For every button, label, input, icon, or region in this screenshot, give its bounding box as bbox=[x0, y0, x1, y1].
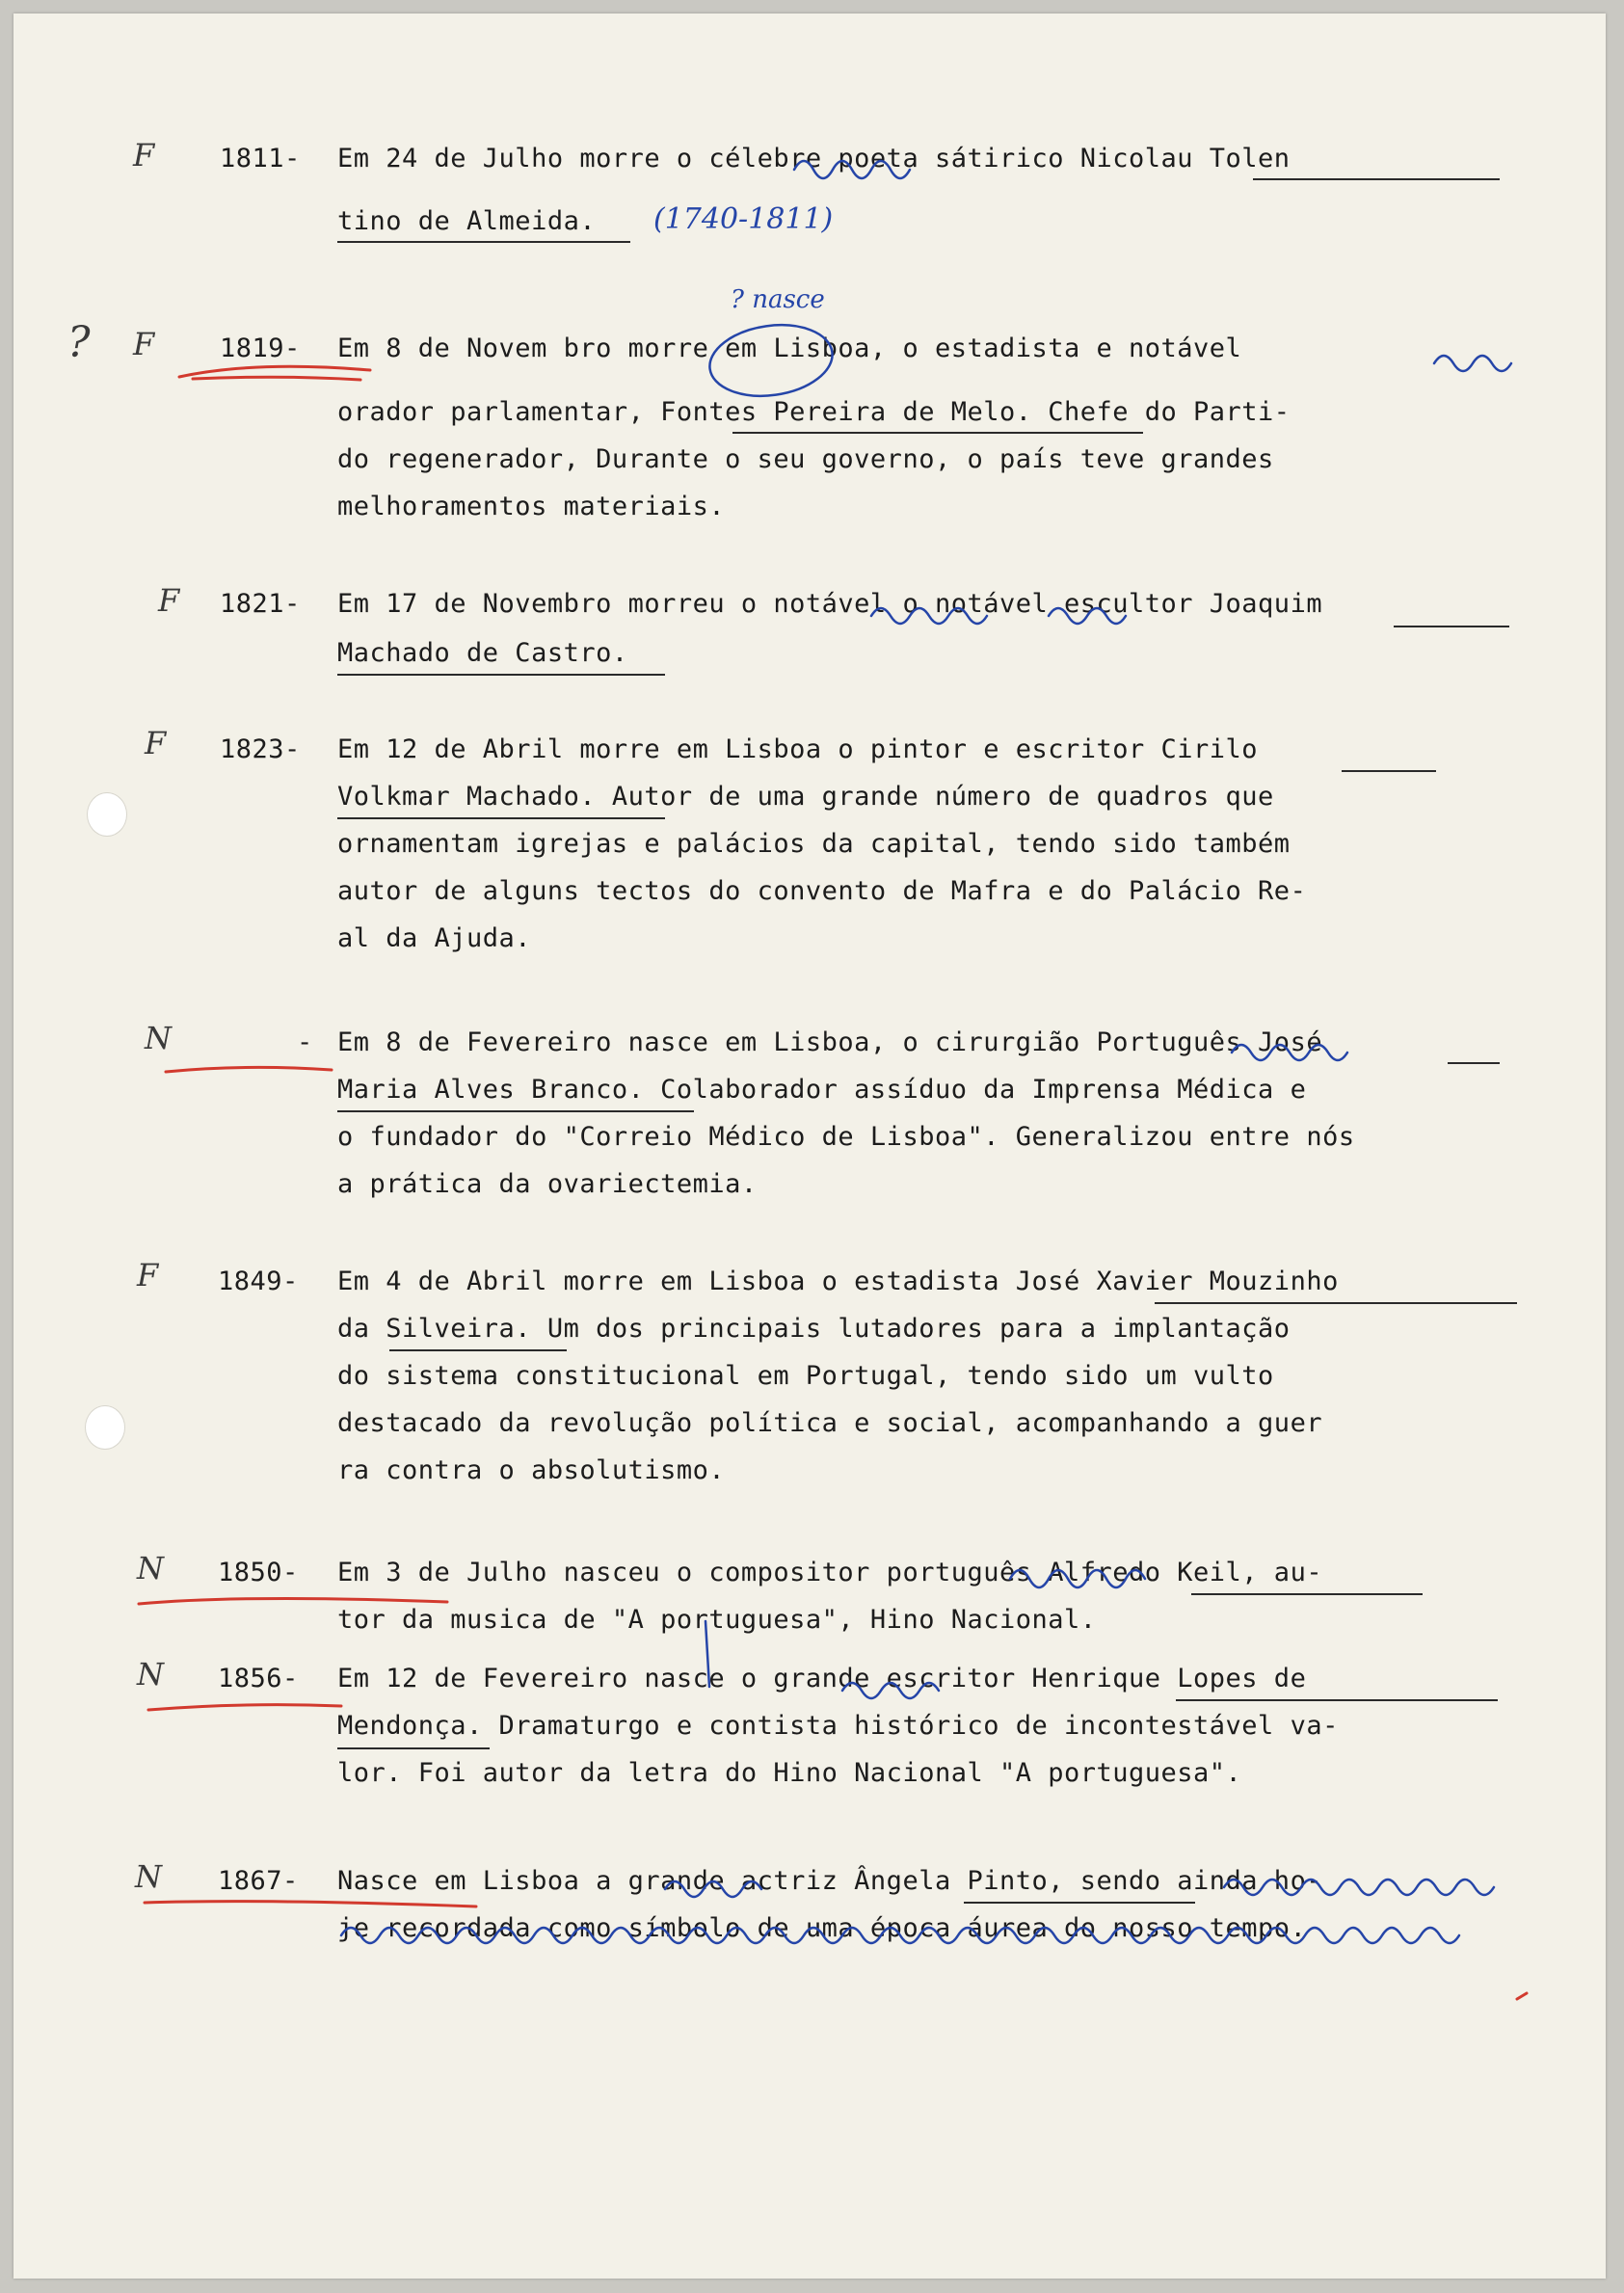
entry-line: o fundador do "Correio Médico de Lisboa". Generalizou entre nós bbox=[337, 1122, 1355, 1152]
entry-line: Em 8 de Novem bro morre em Lisboa, o estadista e notável bbox=[337, 333, 1242, 363]
handwritten-note: ? nasce bbox=[731, 285, 825, 314]
entry-line: a prática da ovariectemia. bbox=[337, 1169, 758, 1199]
entry-line: lor. Foi autor da letra do Hino Nacional "A portuguesa". bbox=[337, 1758, 1242, 1788]
margin-mark: F bbox=[133, 137, 155, 173]
margin-mark: N bbox=[137, 1550, 164, 1586]
entry-year: - bbox=[297, 1027, 313, 1057]
entry-line: do regenerador, Durante o seu governo, o país teve grandes bbox=[337, 444, 1274, 474]
entry-line: da Silveira. Um dos principais lutadores para a implantação bbox=[337, 1314, 1291, 1344]
blue-scribbles bbox=[341, 161, 1511, 1943]
red-marks bbox=[139, 366, 1527, 1999]
entry-year: 1821- bbox=[220, 589, 301, 619]
margin-mark: F bbox=[158, 582, 180, 619]
entry-year: 1819- bbox=[220, 333, 301, 363]
margin-mark: F bbox=[137, 1257, 159, 1293]
entry-year: 1849- bbox=[218, 1266, 299, 1296]
handwritten-note: (1740-1811) bbox=[653, 202, 834, 236]
entry-line: orador parlamentar, Fontes Pereira de Melo. Chefe do Parti- bbox=[337, 397, 1291, 427]
underlines bbox=[337, 179, 1517, 1903]
entry-line: Machado de Castro. bbox=[337, 638, 628, 668]
entry-line: Em 12 de Fevereiro nasce o grande escritor Henrique Lopes de bbox=[337, 1664, 1307, 1693]
entry-year: 1856- bbox=[218, 1664, 299, 1693]
entry-line: ra contra o absolutismo. bbox=[337, 1455, 726, 1485]
margin-mark: F bbox=[145, 725, 167, 761]
entry-line: ornamentam igrejas e palácios da capital, tendo sido também bbox=[337, 829, 1291, 859]
annotation-overlay bbox=[13, 13, 1606, 2279]
entry-line: Maria Alves Branco. Colaborador assíduo da Imprensa Médica e bbox=[337, 1075, 1307, 1105]
entry-line: Em 17 de Novembro morreu o notável o notável escultor Joaquim bbox=[337, 589, 1323, 619]
margin-mark: N bbox=[135, 1858, 162, 1895]
entry-line: Em 4 de Abril morre em Lisboa o estadista José Xavier Mouzinho bbox=[337, 1266, 1339, 1296]
entry-line: tino de Almeida. bbox=[337, 206, 597, 236]
document-page bbox=[13, 13, 1606, 2279]
entry-line: tor da musica de "A portuguesa", Hino Nacional. bbox=[337, 1605, 1097, 1635]
margin-mark: N bbox=[145, 1020, 172, 1056]
entry-line: al da Ajuda. bbox=[337, 923, 532, 953]
entry-line: do sistema constitucional em Portugal, tendo sido um vulto bbox=[337, 1361, 1274, 1391]
entry-line: Nasce em Lisboa a grande actriz Ângela Pinto, sendo ainda ho- bbox=[337, 1866, 1323, 1896]
query-mark: ? bbox=[67, 318, 91, 367]
entry-year: 1867- bbox=[218, 1866, 299, 1896]
entry-line: Em 12 de Abril morre em Lisboa o pintor e escritor Cirilo bbox=[337, 734, 1259, 764]
margin-mark: N bbox=[137, 1656, 164, 1693]
entry-line: je recordada como símbolo de uma época áurea do nosso tempo. bbox=[337, 1913, 1307, 1943]
entry-line: Em 3 de Julho nasceu o compositor português Alfredo Keil, au- bbox=[337, 1558, 1323, 1587]
entry-line: destacado da revolução política e social, acompanhando a guer bbox=[337, 1408, 1323, 1438]
margin-mark: F bbox=[133, 326, 155, 362]
entry-year: 1850- bbox=[218, 1558, 299, 1587]
entry-line: Mendonça. Dramaturgo e contista histórico de incontestável va- bbox=[337, 1711, 1339, 1741]
entry-line: Em 24 de Julho morre o célebre poeta sátirico Nicolau Tolen bbox=[337, 144, 1291, 173]
entry-line: Volkmar Machado. Autor de uma grande número de quadros que bbox=[337, 782, 1274, 812]
entry-year: 1811- bbox=[220, 144, 301, 173]
entry-line: Em 8 de Fevereiro nasce em Lisboa, o cirurgião Português José bbox=[337, 1027, 1323, 1057]
entry-line: autor de alguns tectos do convento de Mafra e do Palácio Re- bbox=[337, 876, 1307, 906]
entry-year: 1823- bbox=[220, 734, 301, 764]
entry-line: melhoramentos materiais. bbox=[337, 492, 726, 521]
